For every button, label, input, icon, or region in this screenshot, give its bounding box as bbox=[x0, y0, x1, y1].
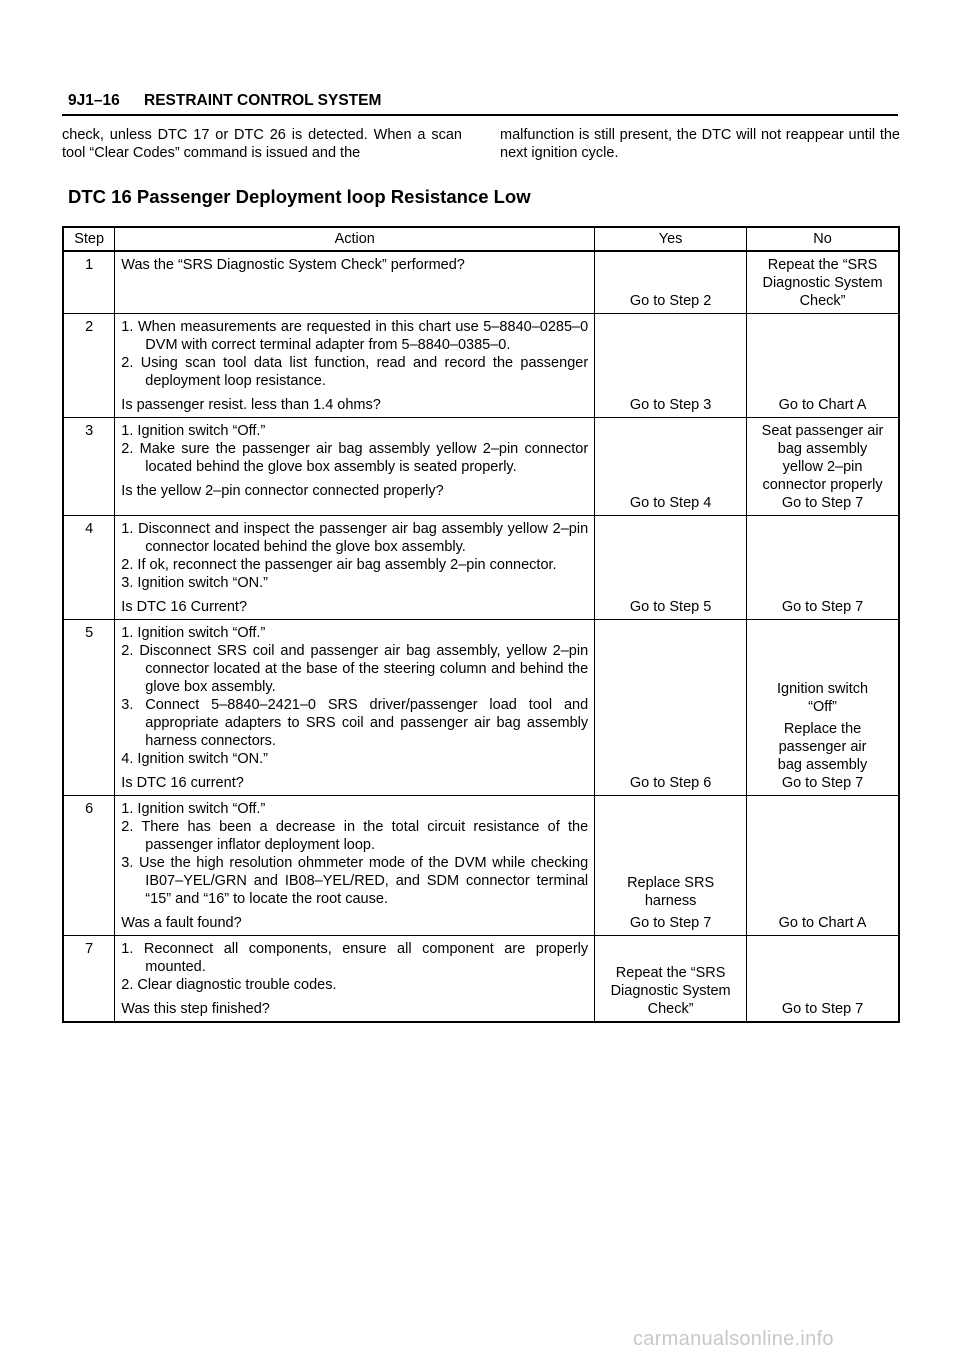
action-item: 2. There has been a decrease in the total circuit resistance of the passenger inflator deployment loop. bbox=[121, 819, 589, 853]
yes-result: Go to Step 7 bbox=[629, 915, 712, 931]
table-row bbox=[63, 516, 899, 620]
action-cell bbox=[115, 936, 595, 1023]
intro-text-left: check, unless DTC 17 or DTC 26 is detected. When a scan tool “Clear Codes” command is issued and the bbox=[62, 127, 462, 161]
action-cell bbox=[115, 516, 595, 620]
table-row bbox=[63, 251, 899, 314]
yes-cell bbox=[595, 314, 747, 418]
step-number: 7 bbox=[63, 936, 115, 1023]
action-question: Was a fault found? bbox=[121, 915, 242, 931]
no-cell bbox=[747, 796, 899, 936]
no-result: Go to Step 7 bbox=[781, 775, 864, 791]
yes-cell bbox=[595, 796, 747, 936]
yes-cell bbox=[595, 620, 747, 796]
page-number: 9J1–16 bbox=[68, 92, 120, 109]
no-column-header: No bbox=[747, 227, 899, 251]
step-number: 5 bbox=[63, 620, 115, 796]
action-question: Is DTC 16 current? bbox=[121, 775, 244, 791]
action-item: 1. Ignition switch “Off.” bbox=[121, 801, 266, 817]
action-item: 2. Make sure the passenger air bag assembly yellow 2–pin connector located behind the glove box assembly is seated properly. bbox=[121, 441, 589, 475]
intro-text-right: malfunction is still present, the DTC will not reappear until the next ignition cycle. bbox=[500, 127, 900, 161]
action-item: 1. Disconnect and inspect the passenger air bag assembly yellow 2–pin connector located behind the glove box assembly. bbox=[121, 521, 589, 555]
yes-cell bbox=[595, 418, 747, 516]
no-action-secondary: Replace the passenger air bag assembly bbox=[777, 721, 868, 773]
action-item: 1. Ignition switch “Off.” bbox=[121, 625, 266, 641]
action-item: 2. Clear diagnostic trouble codes. bbox=[121, 977, 337, 993]
action-question: Was this step finished? bbox=[121, 1001, 270, 1017]
step-number: 6 bbox=[63, 796, 115, 936]
table-row bbox=[63, 796, 899, 936]
no-action: Seat passenger air bag assembly yellow 2–pin connector properly bbox=[761, 423, 884, 493]
action-item: 2. If ok, reconnect the passenger air bag assembly 2–pin connector. bbox=[121, 557, 557, 573]
action-column-header: Action bbox=[115, 227, 595, 251]
table-header-row bbox=[63, 227, 899, 251]
action-item: 2. Disconnect SRS coil and passenger air bag assembly, yellow 2–pin connector located at the base of the steering column and behind the glove box assembly. bbox=[121, 643, 589, 695]
yes-cell bbox=[595, 516, 747, 620]
no-result: Repeat the “SRS Diagnostic System Check” bbox=[762, 257, 883, 309]
yes-column-header: Yes bbox=[595, 227, 747, 251]
no-result: Go to Step 7 bbox=[781, 495, 864, 511]
watermark: carmanualsonline.info bbox=[633, 1328, 834, 1350]
yes-cell bbox=[595, 251, 747, 314]
action-cell bbox=[115, 418, 595, 516]
action-question: Was the “SRS Diagnostic System Check” performed? bbox=[121, 257, 465, 273]
action-item: 3. Connect 5–8840–2421–0 SRS driver/passenger load tool and appropriate adapters to SRS coil and passenger air bag assembly harness connectors. bbox=[121, 697, 589, 749]
yes-result: Go to Step 4 bbox=[629, 495, 712, 511]
action-cell bbox=[115, 796, 595, 936]
action-item: 3. Ignition switch “ON.” bbox=[121, 575, 268, 591]
step-number: 2 bbox=[63, 314, 115, 418]
section-title: RESTRAINT CONTROL SYSTEM bbox=[144, 92, 382, 109]
action-question: Is passenger resist. less than 1.4 ohms? bbox=[121, 397, 381, 413]
step-column-header: Step bbox=[63, 227, 115, 251]
action-question: Is DTC 16 Current? bbox=[121, 599, 248, 615]
action-question: Is the yellow 2–pin connector connected properly? bbox=[121, 483, 444, 499]
no-cell bbox=[747, 936, 899, 1023]
action-cell bbox=[115, 251, 595, 314]
no-cell bbox=[747, 516, 899, 620]
page-header bbox=[62, 90, 898, 116]
no-action: Ignition switch “Off” bbox=[776, 681, 869, 715]
action-item: 1. Reconnect all components, ensure all component are properly mounted. bbox=[121, 941, 589, 975]
no-result: Go to Chart A bbox=[778, 915, 867, 931]
action-item: 2. Using scan tool data list function, read and record the passenger deployment loop resistance. bbox=[121, 355, 589, 389]
dtc-title: DTC 16 Passenger Deployment loop Resistance Low bbox=[68, 186, 531, 207]
action-item: 1. When measurements are requested in this chart use 5–8840–0285–0 DVM with correct terminal adapter from 5–8840–0385–0. bbox=[121, 319, 589, 353]
action-item: 3. Use the high resolution ohmmeter mode of the DVM while checking IB07–YEL/GRN and IB08–YEL/RED, and SDM connector terminal “15” and “16” to locate the root cause. bbox=[121, 855, 589, 907]
yes-result: Go to Step 5 bbox=[629, 599, 712, 615]
action-cell bbox=[115, 620, 595, 796]
yes-result: Go to Step 3 bbox=[629, 397, 712, 413]
no-cell bbox=[747, 418, 899, 516]
no-cell bbox=[747, 620, 899, 796]
action-item: 4. Ignition switch “ON.” bbox=[121, 751, 268, 767]
no-cell bbox=[747, 251, 899, 314]
step-number: 3 bbox=[63, 418, 115, 516]
yes-action: Replace SRS harness bbox=[627, 875, 715, 909]
yes-cell bbox=[595, 936, 747, 1023]
table-row bbox=[63, 314, 899, 418]
yes-result: Go to Step 2 bbox=[629, 293, 712, 309]
diagnostic-table bbox=[62, 226, 900, 1023]
table-row bbox=[63, 936, 899, 1023]
no-result: Go to Chart A bbox=[778, 397, 867, 413]
step-number: 4 bbox=[63, 516, 115, 620]
table-row bbox=[63, 418, 899, 516]
no-result: Go to Step 7 bbox=[781, 599, 864, 615]
step-number: 1 bbox=[63, 251, 115, 314]
no-cell bbox=[747, 314, 899, 418]
no-result: Go to Step 7 bbox=[781, 1001, 864, 1017]
table-row bbox=[63, 620, 899, 796]
action-item: 1. Ignition switch “Off.” bbox=[121, 423, 266, 439]
yes-result: Repeat the “SRS Diagnostic System Check” bbox=[610, 965, 731, 1017]
action-cell bbox=[115, 314, 595, 418]
yes-result: Go to Step 6 bbox=[629, 775, 712, 791]
